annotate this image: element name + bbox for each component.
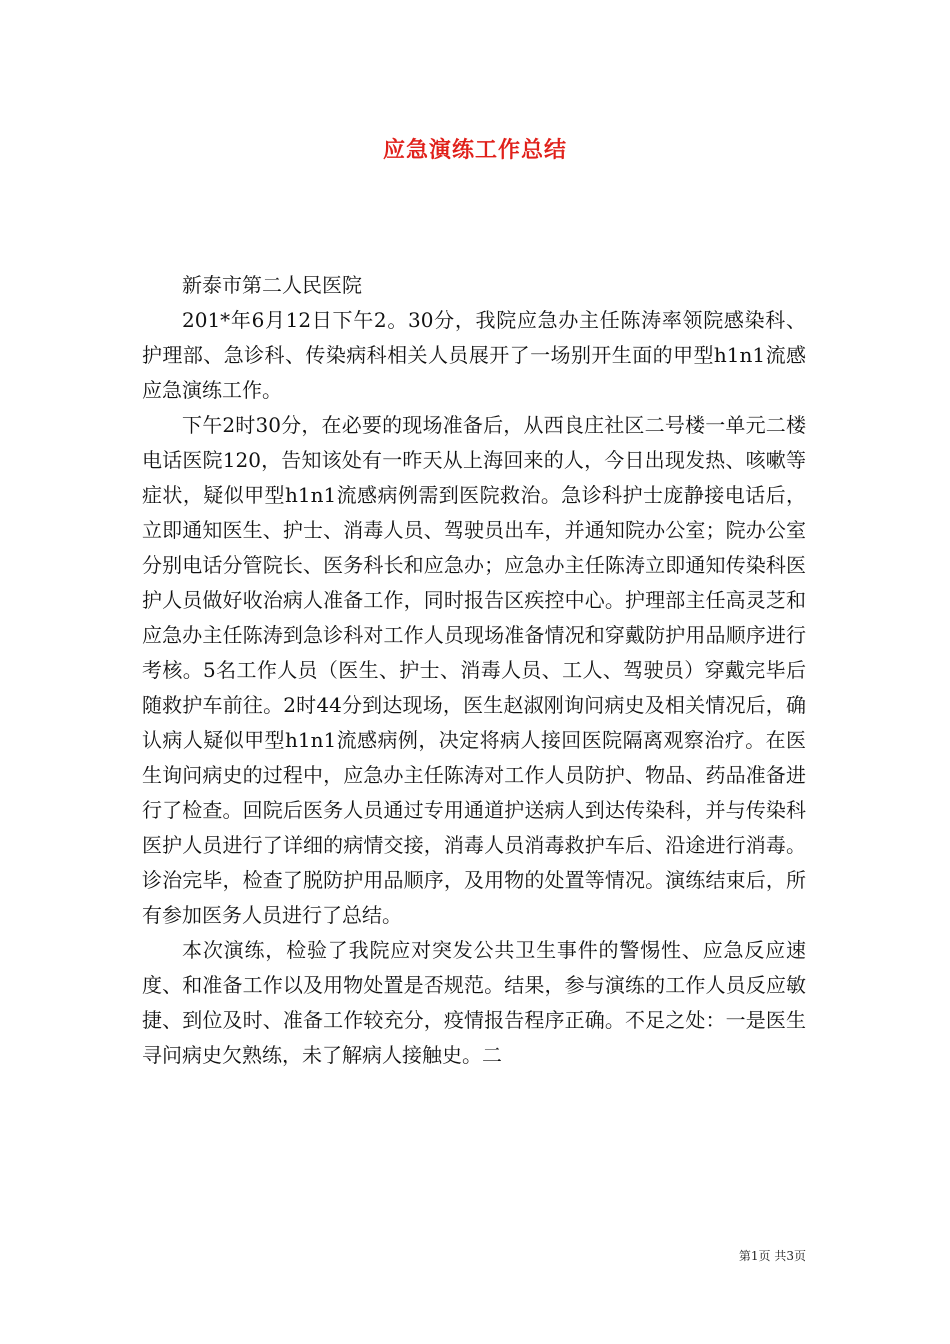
- organization-line: 新泰市第二人民医院: [182, 273, 362, 297]
- document-body: [142, 268, 806, 1073]
- document-title: 应急演练工作总结: [382, 138, 567, 163]
- paragraph-intro: 201*年6月12日下午2。30分，我院应急办主任陈涛率领院感染科、护理部、急诊科、传染病科相关人员展开了一场别开生面的甲型h1n1流感应急演练工作。: [142, 308, 806, 402]
- paragraph-drill-process: 下午2时30分，在必要的现场准备后，从西良庄社区二号楼一单元二楼电话医院120，告知该处有一昨天从上海回来的人，今日出现发热、咳嗽等症状，疑似甲型h1n1流感病例需到医院救治。急诊科护士庞静接电话后，立即通知医生、护士、消毒人员、驾驶员出车，并通知院办公室；院办公室分别电话分管院长、医务科长和应急办；应急办主任陈涛立即通知传染科医护人员做好收治病人准备工作，同时报告区疾控中心。护理部主任高灵芝和应急办主任陈涛到急诊科对工作人员现场准备情况和穿戴防护用品顺序进行考核。5名工作人员（医生、护士、消毒人员、工人、驾驶员）穿戴完毕后随救护车前往。2时44分到达现场，医生赵淑刚询问病史及相关情况后，确认病人疑似甲型h1n1流感病例，决定将病人接回医院隔离观察治疗。在医生询问病史的过程中，应急办主任陈涛对工作人员防护、物品、药品准备进行了检查。回院后医务人员通过专用通道护送病人到达传染科，并与传染科医护人员进行了详细的病情交接，消毒人员消毒救护车后、沿途进行消毒。诊治完毕，检查了脱防护用品顺序，及用物的处置等情况。演练结束后，所有参加医务人员进行了总结。: [142, 413, 806, 927]
- paragraph-evaluation: 本次演练，检验了我院应对突发公共卫生事件的警惕性、应急反应速度、和准备工作以及用物处置是否规范。结果，参与演练的工作人员反应敏捷、到位及时、准备工作较充分，疫情报告程序正确。不足之处：一是医生寻问病史欠熟练，未了解病人接触史。二: [142, 938, 806, 1067]
- page-number: 第1页 共3页: [738, 1249, 806, 1263]
